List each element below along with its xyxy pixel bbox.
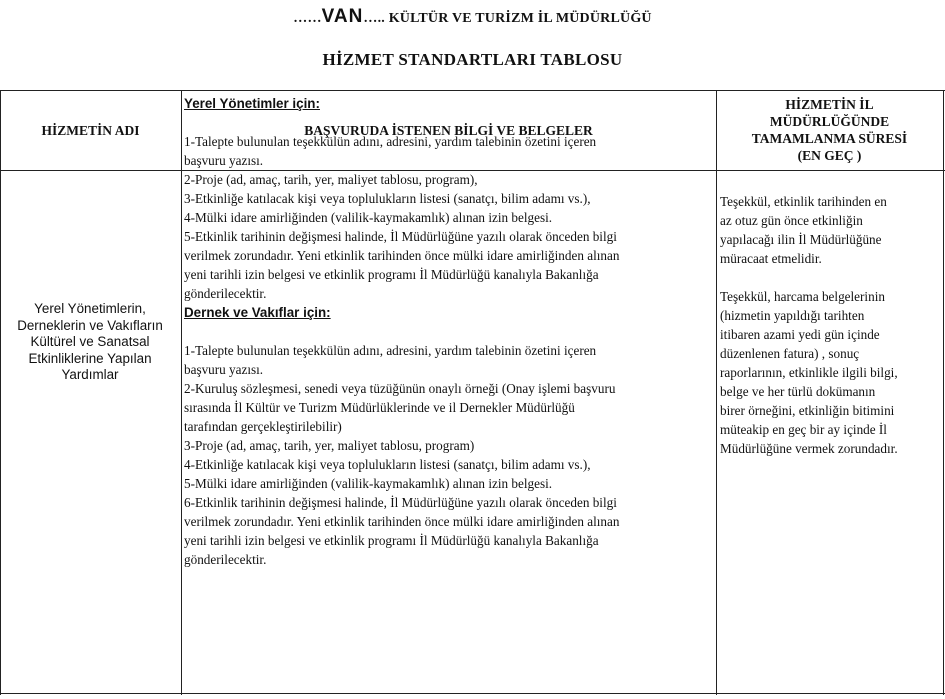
page-title: HİZMET STANDARTLARI TABLOSU — [322, 50, 623, 69]
document-line: 5-Etkinlik tarihinin değişmesi halinde, İl Müdürlüğüne yazılı olarak önceden bilgi — [184, 229, 617, 244]
document-line: 2-Kuruluş sözleşmesi, senedi veya tüzüğünün onaylı örneği (Onay işlemi başvuru — [184, 381, 616, 396]
service-name-line: Etkinliklerine Yapılan — [28, 350, 152, 366]
completion-line: düzenlenen fatura) , sonuç — [720, 346, 860, 361]
completion-line: raporlarının, etkinlikle ilgili bilgi, — [720, 365, 898, 380]
completion-header-line: HİZMETİN İL — [785, 97, 874, 112]
completion-header-line: (EN GEÇ ) — [797, 148, 862, 163]
document-line: 4-Etkinliğe katılacak kişi veya toplulukların listesi (sanatçı, bilim adamı vs.), — [184, 457, 591, 472]
directorate-header — [0, 6, 945, 28]
document-line: gönderilecektir. — [184, 286, 267, 301]
completion-header-line: TAMAMLANMA SÜRESİ — [751, 131, 908, 146]
document-line: yeni tarihli izin belgesi ve etkinlik programı İl Müdürlüğü kanalıyla Bakanlığa — [184, 267, 599, 282]
service-name-line: Yardımlar — [61, 367, 119, 383]
column-header-service-name: HİZMETİN ADI — [41, 122, 140, 138]
document-line: yeni tarihli izin belgesi ve etkinlik programı İl Müdürlüğü kanalıyla Bakanlığa — [184, 533, 599, 548]
column-divider-2 — [716, 90, 717, 695]
completion-line: müteakip en geç bir ay içinde İl — [720, 422, 887, 437]
completion-line: Teşekkül, etkinlik tarihinden en — [720, 194, 887, 209]
document-line: 5-Mülki idare amirliğinden (valilik-kaymakamlık) alınan izin belgesi. — [184, 476, 553, 491]
completion-line: belge ve her türlü dokümanın — [720, 384, 876, 399]
directorate-name: KÜLTÜR VE TURİZM İL MÜDÜRLÜĞÜ — [388, 11, 652, 26]
completion-line: Müdürlüğüne vermek zorundadır. — [720, 441, 898, 456]
column-header-completion-time — [716, 90, 943, 170]
document-line: 6-Etkinlik tarihinin değişmesi halinde, İl Müdürlüğüne yazılı olarak önceden bilgi — [184, 495, 617, 510]
table-border-bottom — [0, 693, 945, 694]
header-dots-right: ….. — [363, 11, 385, 26]
document-line: 3-Etkinliğe katılacak kişi veya toplulukların listesi (sanatçı, bilim adamı vs.), — [184, 191, 591, 206]
header-dots-left: …… — [293, 11, 322, 26]
completion-line: itibaren azami yedi gün içinde — [720, 327, 880, 342]
completion-line: az otuz gün önce etkinliğin — [720, 213, 863, 228]
service-name-line: Kültürel ve Sanatsal — [30, 334, 150, 350]
completion-line: Teşekkül, harcama belgelerinin — [720, 289, 885, 304]
document-line: 2-Proje (ad, amaç, tarih, yer, maliyet tablosu, program), — [184, 172, 478, 187]
document-line: 1-Talepte bulunulan teşekkülün adını, adresini, yardım talebinin özetini içeren — [184, 134, 597, 149]
completion-line: (hizmetin yapıldığı tarihten — [720, 308, 865, 323]
document-line: verilmek zorundadır. Yeni etkinlik tarihinden önce mülki idare amirliğinden alınan — [184, 248, 620, 263]
document-line: 1-Talepte bulunulan teşekkülün adını, adresini, yardım talebinin özetini içeren — [184, 343, 597, 358]
section-heading-local-governments: Yerel Yönetimler için: — [184, 96, 320, 111]
document-line: başvuru yazısı. — [184, 362, 264, 377]
document-line: tarafından gerçekleştirilebilir) — [184, 419, 342, 434]
document-line: verilmek zorundadır. Yeni etkinlik tarihinden önce mülki idare amirliğinden alınan — [184, 514, 620, 529]
document-line: gönderilecektir. — [184, 552, 267, 567]
service-name-line: Derneklerin ve Vakıfların — [17, 317, 163, 333]
service-name-line: Yerel Yönetimlerin, — [34, 301, 146, 317]
completion-time-cell — [720, 192, 942, 458]
completion-line: yapılacağı ilin İl Müdürlüğüne — [720, 232, 882, 247]
document-line: sırasında İl Kültür ve Turizm Müdürlüklerinde ve il Dernekler Müdürlüğü — [184, 400, 575, 415]
service-name-cell — [0, 80, 180, 605]
column-divider-1 — [181, 90, 182, 695]
table-border-right — [943, 90, 944, 695]
city-name: VAN — [321, 6, 364, 27]
completion-line: müracaat etmelidir. — [720, 251, 822, 266]
document-line: 3-Proje (ad, amaç, tarih, yer, maliyet tablosu, program) — [184, 438, 475, 453]
document-line: başvuru yazısı. — [184, 153, 264, 168]
required-documents-cell — [184, 94, 714, 569]
document-line: 4-Mülki idare amirliğinden (valilik-kaymakamlık) alınan izin belgesi. — [184, 210, 553, 225]
column-header-required-documents: BAŞVURUDA İSTENEN BİLGİ VE BELGELER — [304, 122, 593, 138]
completion-line: birer örneğini, etkinliğin bitimini — [720, 403, 895, 418]
section-heading-associations-foundations: Dernek ve Vakıflar için: — [184, 305, 331, 320]
completion-header-line: MÜDÜRLÜĞÜNDE — [769, 114, 890, 129]
